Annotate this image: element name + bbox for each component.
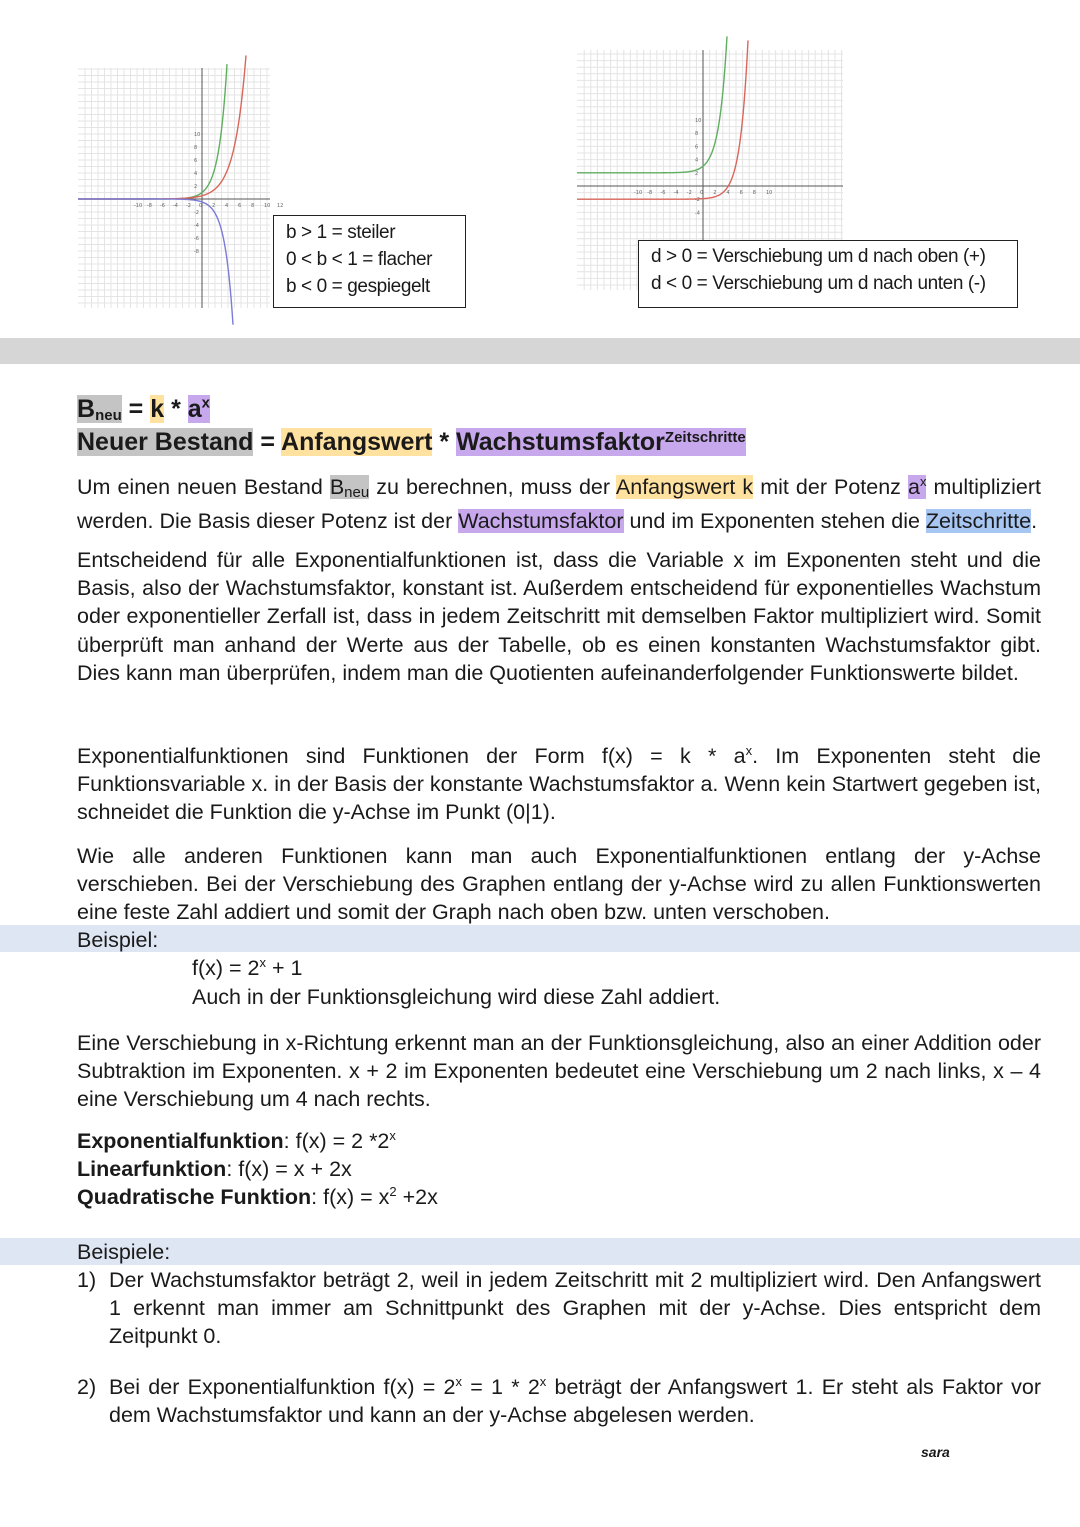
p1-bneu: [330, 475, 369, 499]
graph-left-curve-steep: [78, 64, 227, 199]
example-quad-sep: :: [311, 1185, 324, 1209]
example-quad-sup: 2: [389, 1183, 397, 1199]
formula-words-times: *: [432, 428, 457, 456]
gl-y-tick-label: -2: [194, 210, 199, 216]
legend-line-shift-up: d > 0 = Verschiebung um d nach oben (+): [651, 246, 986, 267]
example-quadratische-funktion: [77, 1183, 1041, 1211]
gl-y-tick-label: -8: [194, 249, 199, 255]
item2-sup-1: x: [455, 1373, 463, 1389]
gr-x-tick-label: -2: [686, 190, 692, 196]
beispiele-label: Beispiele:: [77, 1240, 171, 1264]
p1-text-1: Um einen neuen Bestand: [77, 475, 330, 499]
formula-a: a: [187, 395, 202, 423]
gr-y-tick-label: 10: [695, 118, 702, 124]
gl-y-tick-label: 2: [194, 184, 198, 190]
graph-left: [78, 68, 284, 308]
gr-y-tick-label: 8: [695, 131, 699, 138]
gr-y-tick-label: 2: [695, 170, 699, 177]
paragraph-verschiebung-y: Wie alle anderen Funktionen kann man auch Exponentialfunktionen entlang der y-Achse verschieben. Bei der Verschiebung des Graphen entlang der y-Achse wird zu allen Funktionswerten eine feste Zahl addiert und somit der Graph nach oben bzw. unten verschoben.: [77, 844, 1041, 925]
example-exp-sep: :: [283, 1129, 296, 1153]
gr-x-tick-label: 6: [739, 190, 743, 196]
beispiel-label: Beispiel:: [77, 928, 159, 952]
beispiel-sup: x: [259, 954, 267, 970]
p1-bneu-sub: neu: [344, 484, 370, 501]
p1-x: x: [919, 473, 927, 489]
beispiele-item-1-num: 1): [77, 1268, 97, 1292]
signature: sara: [921, 1444, 950, 1460]
gl-x-tick-label: 2: [212, 203, 216, 209]
example-exp-sup: x: [389, 1127, 396, 1143]
p1-text-6: .: [1031, 509, 1038, 534]
gr-y-tick-label: -2: [695, 197, 700, 204]
formula-x: x: [201, 394, 211, 412]
gl-y-tick-label: 8: [194, 145, 198, 151]
p3-text-2: . Im Exponenten steht die Funktionsvariable x. in der Basis der konstante Wachstumsfaktor a. Wenn kein Startwert gegeben ist, schneidet die Funktion die y-Achse im Punkt (0|1).: [77, 744, 1041, 825]
gr-x-tick-label: 0: [700, 190, 704, 196]
legend-line-shift-down: d < 0 = Verschiebung um d nach unten (-): [651, 273, 986, 294]
p1-a-x: [908, 475, 926, 499]
p3-sup: x: [745, 742, 753, 758]
gl-x-tick-label: 4: [225, 203, 229, 209]
formula-times: *: [164, 395, 188, 423]
gl-x-tick-label: 8: [251, 203, 255, 209]
gr-x-tick-label: -8: [647, 190, 653, 196]
gl-y-tick-label: 6: [194, 158, 198, 164]
gr-x-tick-label: -4: [673, 190, 679, 196]
p1-wachstumsfaktor: Wachstumsfaktor: [458, 509, 624, 534]
p1-anfangswert-k: Anfangswert k: [615, 475, 754, 499]
formula-b-neu: [77, 395, 122, 423]
example-lin-sep: :: [226, 1157, 239, 1181]
p1-bneu-b: B: [329, 475, 345, 499]
gr-x-tick-label: -10: [634, 190, 643, 196]
graph-left-curve-mirrored: [78, 199, 233, 325]
p1-text-4: multipliziert werden. Die Basis dieser Potenz ist der: [77, 475, 1041, 534]
gl-x-tick-label: -8: [147, 203, 152, 209]
paragraph-entscheidend: Entscheidend für alle Exponentialfunktionen ist, dass die Variable x im Exponenten steht und die Basis, also der Wachstumsfaktor, konstant ist. Außerdem entscheidend für exponentielles Wachstum oder exponentieller Zerfall ist, dass in jedem Zeitschritt mit demselben Faktor multipliziert wird. Somit überprüft man anhand der Werte aus der Tabelle, ob es einen konstanten Wachstumsfaktor gibt. Dies kann man überprüfen, indem man die Quotienten aufeinanderfolgender Funktionswerte bildet.: [77, 548, 1041, 685]
gl-x-tick-label: 6: [238, 203, 242, 209]
gr-x-tick-label: 8: [752, 190, 756, 196]
beispiele-item-2: [77, 1373, 1041, 1429]
item2-text-c: beträgt der Anfangswert 1. Er steht als Faktor vor dem Wachstumsfaktor und kann an der y-Achse abgelesen werden.: [109, 1375, 1042, 1428]
example-lin-label: Linearfunktion: [77, 1157, 227, 1181]
gl-x-tick-label: -4: [173, 203, 178, 209]
formula-a-x: [188, 395, 210, 423]
beispiel-formula: [192, 954, 992, 982]
gl-x-tick-label: -6: [160, 203, 165, 209]
gl-x-tick-label: 12: [277, 203, 284, 209]
gr-y-tick-label: 4: [695, 157, 699, 164]
formula-words-equals: =: [253, 428, 282, 456]
example-quad-eq: f(x) = x: [323, 1185, 390, 1209]
graph-left-svg: [78, 68, 284, 308]
paragraph-verschiebung-x: Eine Verschiebung in x-Richtung erkennt man an der Funktionsgleichung, also an einer Addition oder Subtraktion im Exponenten. x + 2 im Exponenten bedeutet eine Verschiebung um 2 nach links, x – 4 eine Verschiebung um 4 nach rechts.: [77, 1031, 1041, 1112]
gl-x-tick-label: -10: [134, 203, 143, 209]
formula-wachstumsfaktor-group: [456, 428, 746, 456]
gl-y-tick-label: 4: [194, 171, 198, 177]
gray-divider-band: [0, 338, 1080, 364]
gl-y-tick-label: 10: [194, 132, 201, 138]
beispiele-item-1: [77, 1266, 1041, 1351]
gr-x-tick-label: 2: [713, 190, 717, 196]
p1-a: a: [907, 475, 920, 499]
p3-text-1: Exponentialfunktionen sind Funktionen der Form f(x) = k * a: [77, 744, 746, 768]
formula-zeitschritte: Zeitschritte: [664, 429, 746, 446]
p1-text-5: und im Exponenten stehen die: [623, 509, 926, 534]
gl-x-tick-label: 0: [199, 203, 203, 209]
graph-right-curve-up: [577, 36, 727, 172]
example-exponentialfunktion: [77, 1127, 1041, 1155]
legend-line-flatter: 0 < b < 1 = flacher: [286, 249, 433, 270]
gr-x-tick-label: -6: [660, 190, 666, 196]
item2-text-a: Bei der Exponentialfunktion f(x) = 2: [109, 1375, 456, 1399]
gl-y-tick-label: -6: [194, 236, 199, 242]
example-exp-label: Exponentialfunktion: [77, 1129, 284, 1153]
legend-line-mirrored: b < 0 = gespiegelt: [286, 276, 430, 297]
formula-neu: neu: [95, 407, 122, 424]
p1-text-2: zu berechnen, muss der: [369, 475, 616, 499]
beispiel-note: Auch in der Funktionsgleichung wird diese Zahl addiert.: [192, 985, 721, 1009]
gr-x-tick-label: 4: [726, 190, 730, 196]
gr-x-tick-label: 10: [766, 190, 773, 196]
gl-x-tick-label: 10: [264, 203, 271, 209]
gr-y-tick-label: 6: [695, 144, 699, 151]
example-quad-tail: +2x: [396, 1185, 438, 1209]
example-lin-eq: f(x) = x + 2x: [238, 1157, 352, 1181]
graph-left-legend: [273, 215, 466, 308]
paragraph-exponentialfunktionen: [77, 742, 1041, 827]
formula-k: k: [150, 395, 165, 423]
formula-neuer-bestand: Neuer Bestand: [77, 428, 254, 456]
p1-text-3: mit der Potenz: [753, 475, 908, 499]
formula-words: [77, 426, 1041, 458]
item2-text-b: = 1 * 2: [462, 1375, 540, 1399]
example-exp-eq: f(x) = 2 *2: [295, 1129, 390, 1153]
graph-right-legend: [638, 240, 1018, 308]
paragraph-neuer-bestand: [77, 473, 1041, 535]
formula-equals: =: [121, 395, 151, 423]
gl-x-tick-label: -2: [186, 203, 191, 209]
beispiel-formula-b: + 1: [266, 956, 303, 980]
legend-line-steeper: b > 1 = steiler: [286, 222, 396, 243]
example-linearfunktion: [77, 1155, 1041, 1183]
beispiele-item-2-text: [109, 1373, 1041, 1429]
p1-zeitschritte: Zeitschritte: [925, 509, 1032, 534]
beispiele-item-2-num: 2): [77, 1375, 97, 1399]
formula-anfangswert: Anfangswert: [281, 428, 433, 456]
beispiel-formula-a: f(x) = 2: [192, 956, 260, 980]
item2-sup-2: x: [539, 1373, 547, 1389]
beispiele-item-1-text: Der Wachstumsfaktor beträgt 2, weil in jedem Zeitschritt mit 2 multipliziert wird. Den Anfangswert 1 erkennt man immer am Schnittpunkt des Graphen mit der y-Achse. Dies entspricht dem Zeitpunkt 0.: [109, 1268, 1041, 1349]
formula-wachstumsfaktor: Wachstumsfaktor: [456, 428, 665, 456]
gr-y-tick-label: -4: [695, 210, 700, 217]
example-quad-label: Quadratische Funktion: [77, 1185, 312, 1209]
formula-b: B: [77, 395, 96, 423]
gl-y-tick-label: -4: [194, 223, 199, 229]
